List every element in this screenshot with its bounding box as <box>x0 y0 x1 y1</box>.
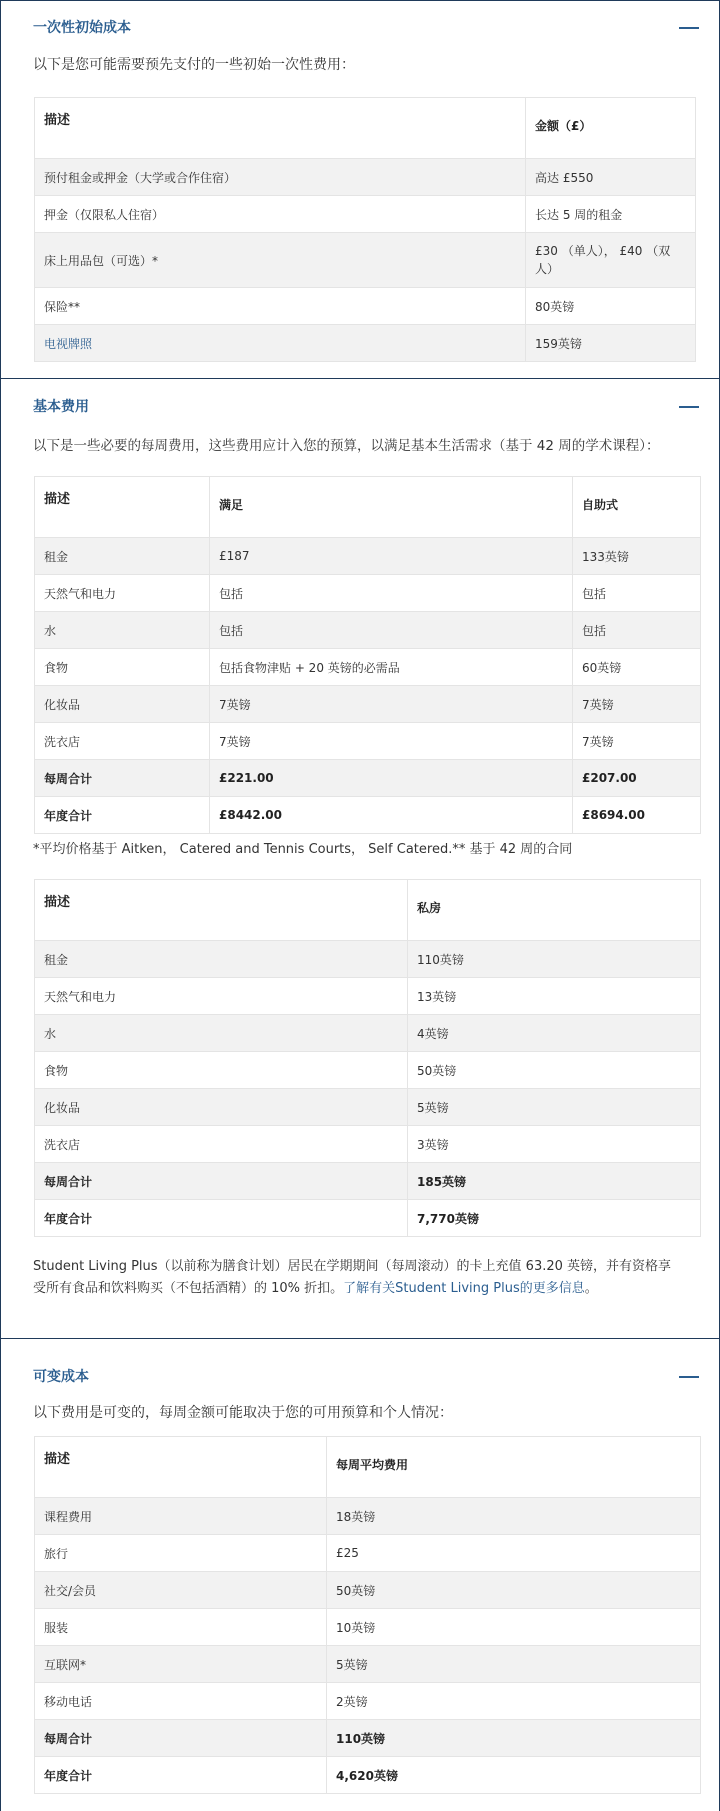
table-cell: 租金 <box>35 538 210 575</box>
table-row <box>35 1535 701 1572</box>
table-row <box>35 978 701 1015</box>
section-title: 可变成本 <box>33 1369 89 1385</box>
table-cell: 110英镑 <box>408 941 701 978</box>
weekly-total-row <box>35 1720 701 1757</box>
table-row <box>35 1609 701 1646</box>
table-cell: 天然气和电力 <box>35 978 408 1015</box>
table-cell: 159英镑 <box>526 325 696 362</box>
column-header: 描述 <box>35 880 408 941</box>
section-intro: 以下是您可能需要预先支付的一些初始一次性费用： <box>33 57 355 73</box>
table-cell: 食物 <box>35 1052 408 1089</box>
table-row <box>35 686 701 723</box>
table-cell: 每周合计 <box>35 760 210 797</box>
column-header: 描述 <box>35 477 210 538</box>
column-header: 自助式 <box>573 477 701 538</box>
table-cell: 7英镑 <box>210 686 573 723</box>
table-cell: 10英镑 <box>327 1609 701 1646</box>
table-cell: 7英镑 <box>573 723 701 760</box>
column-header: 私房 <box>408 880 701 941</box>
column-header: 每周平均费用 <box>327 1437 701 1498</box>
table-cell: 水 <box>35 612 210 649</box>
basic-costs-section <box>0 378 720 1338</box>
table-cell: 4,620英镑 <box>327 1757 701 1794</box>
table-row <box>35 159 696 196</box>
table-cell: 7,770英镑 <box>408 1200 701 1237</box>
annual-total-row <box>35 797 701 834</box>
table-cell: 5英镑 <box>327 1646 701 1683</box>
collapse-icon[interactable] <box>679 1376 699 1378</box>
table-cell: 年度合计 <box>35 797 210 834</box>
table-row <box>35 196 696 233</box>
column-header: 满足 <box>210 477 573 538</box>
variable-costs-section <box>0 1338 720 1811</box>
table-row <box>35 612 701 649</box>
section-title: 一次性初始成本 <box>33 20 131 36</box>
table-cell: £187 <box>210 538 573 575</box>
table-cell: £8442.00 <box>210 797 573 834</box>
table-row <box>35 325 696 362</box>
table-row <box>35 1572 701 1609</box>
weekly-total-row <box>35 1163 701 1200</box>
tv-license-link[interactable]: 电视牌照 <box>35 325 526 362</box>
table-cell: 洗衣店 <box>35 723 210 760</box>
section-title: 基本费用 <box>33 399 89 415</box>
table-cell: 食物 <box>35 649 210 686</box>
section-intro: 以下是一些必要的每周费用，这些费用应计入您的预算，以满足基本生活需求（基于 42 周的学术课程）： <box>33 438 660 454</box>
column-header: 描述 <box>35 1437 327 1498</box>
table-cell: 社交/会员 <box>35 1572 327 1609</box>
table-row <box>35 723 701 760</box>
annual-total-row <box>35 1200 701 1237</box>
table-row <box>35 575 701 612</box>
weekly-total-row <box>35 760 701 797</box>
table-cell: 50英镑 <box>327 1572 701 1609</box>
table-row <box>35 1683 701 1720</box>
variable-costs-table <box>34 1436 701 1794</box>
table-cell: £221.00 <box>210 760 573 797</box>
table-row <box>35 288 696 325</box>
table-row <box>35 1498 701 1535</box>
table-cell: 18英镑 <box>327 1498 701 1535</box>
table-cell: 旅行 <box>35 1535 327 1572</box>
table-cell: 服装 <box>35 1609 327 1646</box>
annual-total-row <box>35 1757 701 1794</box>
catered-vs-self-catered-table <box>34 476 701 834</box>
student-living-plus-paragraph: Student Living Plus（以前称为膳食计划）居民在学期期间（每周滚动）的卡上充值 63.20 英镑，并有资格享 受所有食品和饮料购买（不包括酒精）的 10% 折扣。了解有关Student Living Plus的更多信息。 <box>33 1259 672 1296</box>
table-cell: 化妆品 <box>35 686 210 723</box>
table-row <box>35 1646 701 1683</box>
table-cell: 租金 <box>35 941 408 978</box>
table-row <box>35 233 696 288</box>
table-cell: 2英镑 <box>327 1683 701 1720</box>
one-time-costs-table <box>34 97 696 362</box>
table-cell: 互联网* <box>35 1646 327 1683</box>
student-living-plus-link[interactable]: 了解有关Student Living Plus的更多信息 <box>343 1281 585 1296</box>
table-cell: 预付租金或押金（大学或合作住宿） <box>35 159 526 196</box>
table-cell: 13英镑 <box>408 978 701 1015</box>
table-cell: £25 <box>327 1535 701 1572</box>
table-row <box>35 649 701 686</box>
table-cell: 每周合计 <box>35 1163 408 1200</box>
table-row <box>35 1089 701 1126</box>
private-housing-table <box>34 879 701 1237</box>
table-cell: 年度合计 <box>35 1200 408 1237</box>
table-row <box>35 538 701 575</box>
table-cell: 化妆品 <box>35 1089 408 1126</box>
section-intro: 以下费用是可变的，每周金额可能取决于您的可用预算和个人情况： <box>33 1405 453 1421</box>
table-row <box>35 1052 701 1089</box>
collapse-icon[interactable] <box>679 27 699 29</box>
table-cell: 包括 <box>210 612 573 649</box>
section-header[interactable] <box>33 396 699 418</box>
table-cell: 7英镑 <box>573 686 701 723</box>
table-cell: 保险** <box>35 288 526 325</box>
section-header[interactable] <box>33 17 699 39</box>
table-cell: £30 （单人）， £40 （双人） <box>526 233 696 288</box>
table-cell: 包括食物津贴 + 20 英镑的必需品 <box>210 649 573 686</box>
table-cell: 高达 £550 <box>526 159 696 196</box>
table-cell: 110英镑 <box>327 1720 701 1757</box>
table-cell: 包括 <box>573 612 701 649</box>
table-cell: 移动电话 <box>35 1683 327 1720</box>
table-cell: 5英镑 <box>408 1089 701 1126</box>
table-cell: £8694.00 <box>573 797 701 834</box>
table-cell: 133英镑 <box>573 538 701 575</box>
footnote: *平均价格基于 Aitken， Catered and Tennis Courts， Self Catered.** 基于 42 周的合同 <box>33 842 573 857</box>
table-cell: 50英镑 <box>408 1052 701 1089</box>
table-cell: 包括 <box>573 575 701 612</box>
table-cell: 押金（仅限私人住宿） <box>35 196 526 233</box>
table-cell: 长达 5 周的租金 <box>526 196 696 233</box>
section-header[interactable] <box>33 1366 699 1388</box>
table-cell: £207.00 <box>573 760 701 797</box>
table-cell: 3英镑 <box>408 1126 701 1163</box>
table-row <box>35 941 701 978</box>
table-cell: 80英镑 <box>526 288 696 325</box>
table-cell: 床上用品包（可选）* <box>35 233 526 288</box>
one-time-costs-section <box>0 0 720 378</box>
table-cell: 7英镑 <box>210 723 573 760</box>
column-header: 描述 <box>35 98 526 159</box>
table-cell: 洗衣店 <box>35 1126 408 1163</box>
table-row <box>35 1015 701 1052</box>
table-cell: 天然气和电力 <box>35 575 210 612</box>
column-header: 金额（£） <box>526 98 696 159</box>
table-cell: 包括 <box>210 575 573 612</box>
table-row <box>35 1126 701 1163</box>
table-cell: 每周合计 <box>35 1720 327 1757</box>
table-cell: 课程费用 <box>35 1498 327 1535</box>
table-cell: 185英镑 <box>408 1163 701 1200</box>
table-cell: 水 <box>35 1015 408 1052</box>
table-cell: 4英镑 <box>408 1015 701 1052</box>
collapse-icon[interactable] <box>679 406 699 408</box>
table-cell: 年度合计 <box>35 1757 327 1794</box>
table-cell: 60英镑 <box>573 649 701 686</box>
